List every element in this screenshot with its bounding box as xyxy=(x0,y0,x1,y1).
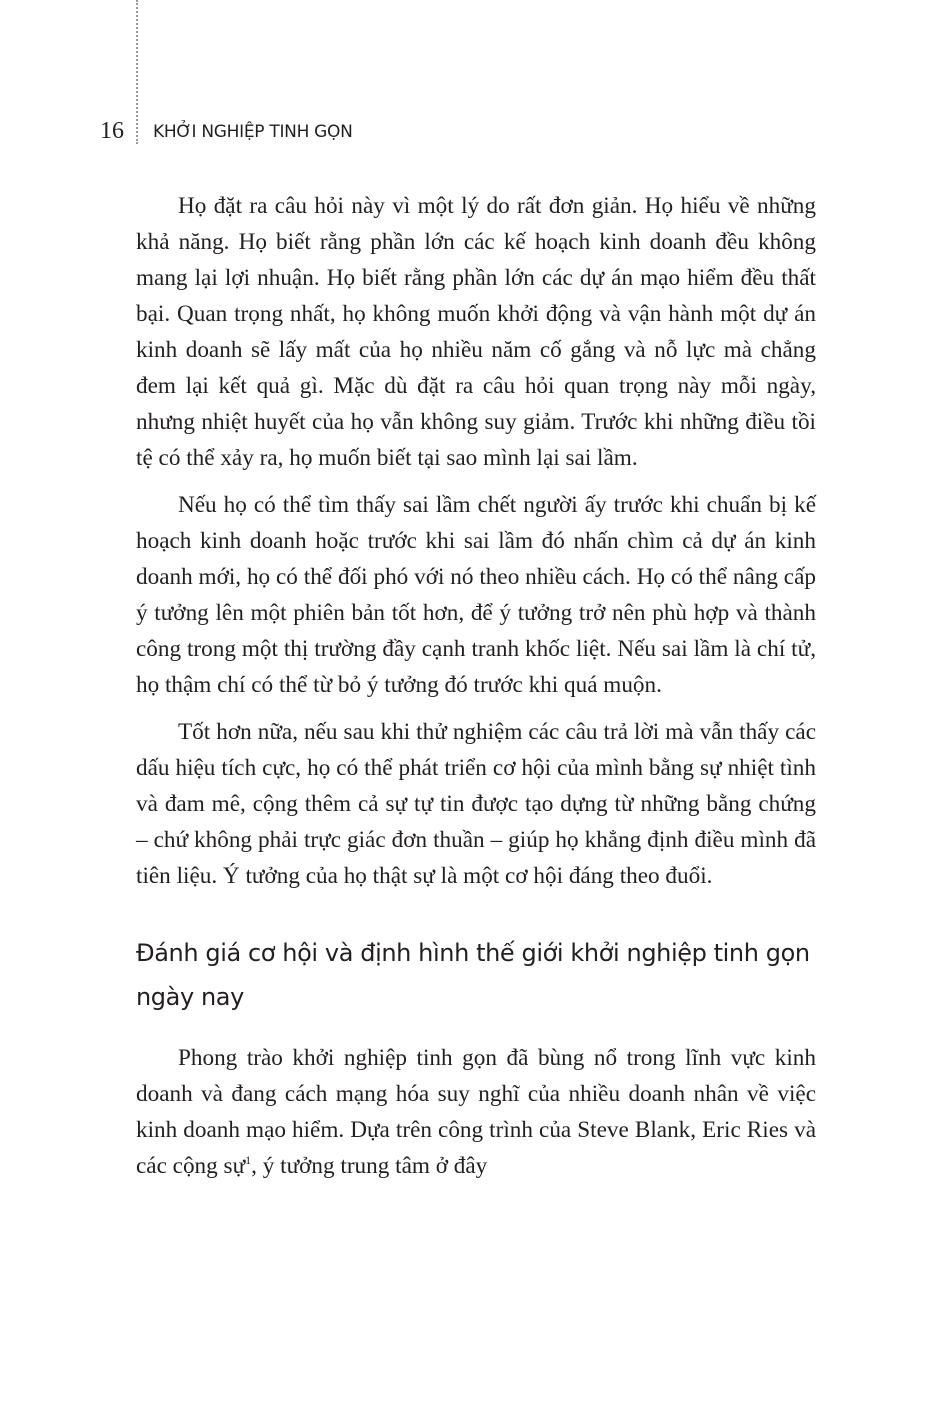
running-title: KHỞI NGHIỆP TINH GỌN xyxy=(153,122,353,142)
body-paragraph: Nếu họ có thể tìm thấy sai lầm chết người ấy trước khi chuẩn bị kế hoạch kinh doanh hoặc trước khi sai lầm đó nhấn chìm cả dự án kinh doanh mới, họ có thể đối phó với nó theo nhiều cách. Họ có thể nâng cấp ý tưởng lên một phiên bản tốt hơn, để ý tưởng trở nên phù hợp và thành công trong một thị trường đầy cạnh tranh khốc liệt. Nếu sai lầm là chí tử, họ thậm chí có thể từ bỏ ý tưởng đó trước khi quá muộn. xyxy=(136,492,816,698)
paragraph-text: Phong trào khởi nghiệp tinh gọn đã bùng nổ trong lĩnh vực kinh doanh và đang cách mạng hóa suy nghĩ của nhiều doanh nhân về việc kinh doanh mạo hiểm. Dựa trên công trình của Steve Blank, Eric Ries và các cộng sự xyxy=(136,1045,816,1179)
body-paragraph: Tốt hơn nữa, nếu sau khi thử nghiệm các câu trả lời mà vẫn thấy các dấu hiệu tích cực, họ có thể phát triển cơ hội của mình bằng sự nhiệt tình và đam mê, cộng thêm cả sự tự tin được tạo dựng từ những bằng chứng – chứ không phải trực giác đơn thuần – giúp họ khẳng định điều mình đã tiên liệu. Ý tưởng của họ thật sự là một cơ hội đáng theo đuổi. xyxy=(136,719,816,889)
body-paragraph: Họ đặt ra câu hỏi này vì một lý do rất đơn giản. Họ hiểu về những khả năng. Họ biết rằng phần lớn các kế hoạch kinh doanh đều không mang lại lợi nhuận. Họ biết rằng phần lớn các dự án mạo hiểm đều thất bại. Quan trọng nhất, họ không muốn khởi động và vận hành một dự án kinh doanh sẽ lấy mất của họ nhiều năm cố gắng và nỗ lực mà chẳng đem lại kết quả gì. Mặc dù đặt ra câu hỏi quan trọng này mỗi ngày, nhưng nhiệt huyết của họ vẫn không suy giảm. Trước khi những điều tồi tệ có thể xảy ra, họ muốn biết tại sao mình lại sai lầm. xyxy=(136,193,816,471)
footnote-marker[interactable]: 1 xyxy=(245,1153,252,1167)
page-header xyxy=(0,118,934,152)
section-heading: Đánh giá cơ hội và định hình thế giới khởi nghiệp tinh gọn ngày nay xyxy=(136,939,810,1011)
paragraph-text: , ý tưởng trung tâm ở đây xyxy=(251,1153,488,1179)
page-body xyxy=(136,188,816,1195)
body-paragraph xyxy=(136,1040,816,1184)
page-number: 16 xyxy=(100,118,124,144)
